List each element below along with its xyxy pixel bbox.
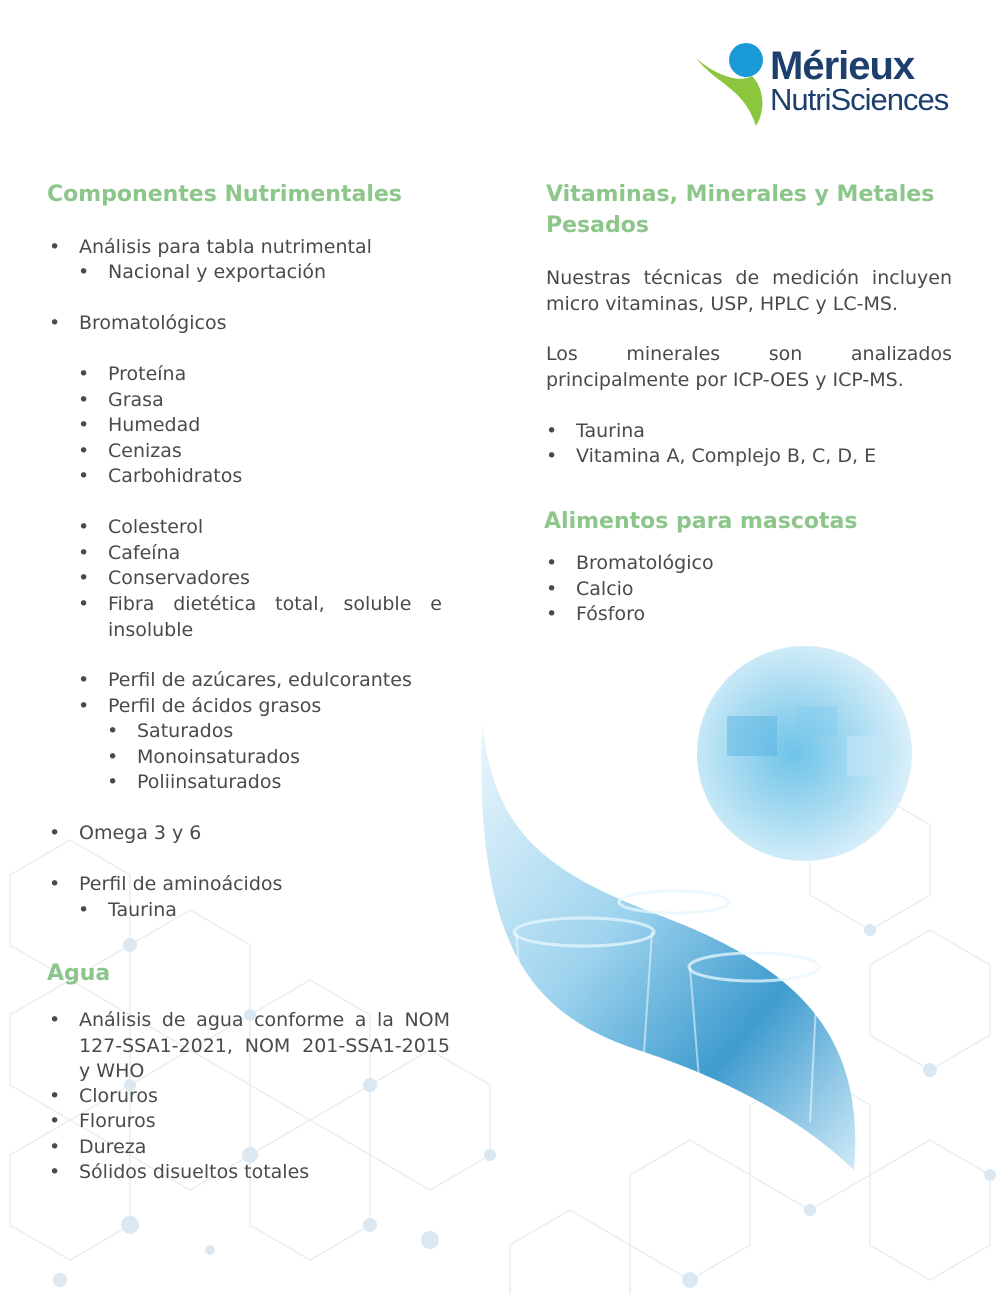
logo-wordmark: Mérieux [770,44,915,88]
list-item: • Cloruros [49,1085,158,1107]
section-title-agua: Agua [47,961,111,986]
list-item: • Grasa [78,389,164,411]
section-title-componentes: Componentes Nutrimentales [47,182,402,207]
list-item: • Poliinsaturados [107,771,282,793]
list-item: • Sólidos disueltos totales [49,1161,310,1183]
list-item: • Cafeína [78,542,181,564]
list-item: • Omega 3 y 6 [49,822,202,844]
list-item: • Calcio [546,578,634,600]
list-item: • Fibra dietética total, soluble e insoluble [78,593,442,641]
section-title-mascotas: Alimentos para mascotas [544,509,858,534]
lab-test-tubes-image [474,722,860,1170]
list-item: • Bromatológicos [49,312,227,334]
list-item: • Floruros [49,1110,156,1132]
list-item: • Dureza [49,1136,147,1158]
logo-mark-icon [694,40,774,130]
list-item: • Bromatológico [546,552,714,574]
list-item: • Cenizas [78,440,182,462]
list-item: • Fósforo [546,603,646,625]
list-item: • Taurina [78,899,177,921]
list-item: • Proteína [78,363,187,385]
list-item: • Nacional y exportación [78,261,327,283]
logo-subwordmark: NutriSciences [770,82,949,117]
list-item: • Colesterol [78,516,204,538]
list-item: • Carbohidratos [78,465,243,487]
section-title-vitaminas: Vitaminas, Minerales y Metales Pesados [546,182,935,238]
list-item: • Perfil de ácidos grasos [78,695,322,717]
list-item: • Saturados [107,720,234,742]
list-item: • Humedad [78,414,201,436]
list-item: • Perfil de aminoácidos [49,873,283,895]
merieux-logo [694,40,964,130]
list-item: • Monoinsaturados [107,746,301,768]
list-item: • Vitamina A, Complejo B, C, D, E [546,445,877,467]
list-item: • Análisis de agua conforme a la NOM 127-SSA1-2021, NOM 201-SSA1-2015 y WHO [49,1009,450,1082]
list-item: • Análisis para tabla nutrimental [49,236,372,258]
vitaminas-paragraph-2: Los minerales son analizados principalmente por ICP-OES y ICP-MS. [546,343,952,391]
list-item: • Conservadores [78,567,250,589]
vitaminas-paragraph-1: Nuestras técnicas de medición incluyen micro vitaminas, USP, HPLC y LC-MS. [546,267,952,315]
list-item: • Taurina [546,420,645,442]
list-item: • Perfil de azúcares, edulcorantes [78,669,412,691]
